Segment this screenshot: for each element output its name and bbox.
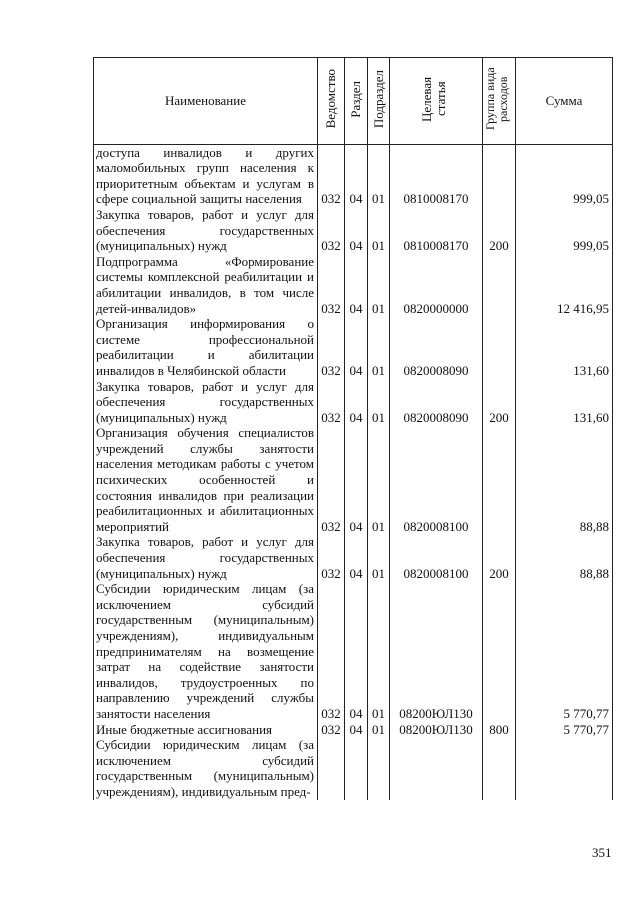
budget-table [93, 57, 613, 800]
table-row [94, 534, 613, 581]
row-summa: 131,60 [516, 316, 613, 378]
row-name: Организация информирования о системе профессиональной реабилитации и абилитации инвалидов в Челябинской области [94, 316, 318, 378]
table-row [94, 207, 613, 254]
row-gruppa [483, 316, 516, 378]
row-summa: 999,05 [516, 207, 613, 254]
row-celevaya: 08200ЮЛ130 [390, 722, 483, 738]
table-row [94, 379, 613, 426]
row-razdel: 04 [345, 581, 368, 721]
row-podrazdel [368, 737, 390, 799]
header-razdel-text: Раздел [348, 80, 363, 118]
row-podrazdel: 01 [368, 722, 390, 738]
row-razdel: 04 [345, 316, 368, 378]
row-ved: 032 [318, 144, 345, 207]
row-name: Закупка товаров, работ и услуг для обеспечения государственных (муниципальных) нужд [94, 379, 318, 426]
row-celevaya: 0820008100 [390, 425, 483, 534]
row-celevaya: 0810008170 [390, 207, 483, 254]
row-gruppa: 200 [483, 207, 516, 254]
row-razdel: 04 [345, 144, 368, 207]
header-ved-text: Ведомство [323, 69, 338, 129]
row-ved: 032 [318, 722, 345, 738]
table-header-row [94, 58, 613, 145]
row-summa: 999,05 [516, 144, 613, 207]
table-row [94, 316, 613, 378]
row-gruppa: 200 [483, 534, 516, 581]
row-name: Субсидии юридическим лицам (за исключением субсидий государственным (муниципальным) учреждениям), индивидуальным предпринимателям на возмещение затрат на содействие занятости инвалидов, трудоустроенных по направлению учреждений службы занятости населения [94, 581, 318, 721]
row-gruppa: 800 [483, 722, 516, 738]
row-summa [516, 737, 613, 799]
table-row [94, 254, 613, 316]
row-ved: 032 [318, 254, 345, 316]
row-summa: 131,60 [516, 379, 613, 426]
row-name: Закупка товаров, работ и услуг для обеспечения государственных (муниципальных) нужд [94, 207, 318, 254]
row-celevaya: 0820008100 [390, 534, 483, 581]
header-razdel [345, 58, 368, 145]
page-number: 351 [592, 845, 612, 860]
row-podrazdel: 01 [368, 144, 390, 207]
row-ved: 032 [318, 379, 345, 426]
row-celevaya [390, 737, 483, 799]
row-name: Иные бюджетные ассигнования [94, 722, 318, 738]
row-gruppa [483, 144, 516, 207]
table-row [94, 425, 613, 534]
table-row [94, 581, 613, 721]
header-name: Наименование [94, 58, 318, 145]
header-celevaya [390, 58, 483, 145]
row-ved: 032 [318, 581, 345, 721]
row-razdel: 04 [345, 207, 368, 254]
row-podrazdel: 01 [368, 316, 390, 378]
table-row [94, 737, 613, 799]
row-ved: 032 [318, 316, 345, 378]
row-ved [318, 737, 345, 799]
row-summa: 88,88 [516, 534, 613, 581]
row-razdel: 04 [345, 534, 368, 581]
row-gruppa [483, 581, 516, 721]
row-celevaya: 08200ЮЛ130 [390, 581, 483, 721]
header-gruppa-text: Группа вида расходов [483, 67, 510, 131]
row-ved: 032 [318, 207, 345, 254]
row-name: доступа инвалидов и других маломобильных групп населения к приоритетным объектам и услугам в сфере социальной защиты населения [94, 144, 318, 207]
row-podrazdel: 01 [368, 534, 390, 581]
row-ved: 032 [318, 425, 345, 534]
row-celevaya: 0820008090 [390, 379, 483, 426]
row-summa: 5 770,77 [516, 722, 613, 738]
row-gruppa [483, 254, 516, 316]
row-gruppa [483, 425, 516, 534]
header-ved [318, 58, 345, 145]
row-podrazdel: 01 [368, 254, 390, 316]
table-row [94, 722, 613, 738]
row-name: Организация обучения специалистов учреждений службы занятости населения методикам работы с учетом психических особенностей и состояния инвалидов при реализации реабилитационных и абилитационных мероприятий [94, 425, 318, 534]
row-celevaya: 0820008090 [390, 316, 483, 378]
row-name: Подпрограмма «Формирование системы комплексной реабилитации и абилитации инвалидов, в том числе детей-инвалидов» [94, 254, 318, 316]
row-summa: 88,88 [516, 425, 613, 534]
row-razdel: 04 [345, 254, 368, 316]
header-celevaya-text: Целевая статья [419, 76, 448, 122]
row-summa: 12 416,95 [516, 254, 613, 316]
row-gruppa: 200 [483, 379, 516, 426]
row-celevaya: 0820000000 [390, 254, 483, 316]
row-ved: 032 [318, 534, 345, 581]
row-podrazdel: 01 [368, 425, 390, 534]
row-summa: 5 770,77 [516, 581, 613, 721]
header-podrazdel [368, 58, 390, 145]
row-razdel [345, 737, 368, 799]
table-row [94, 144, 613, 207]
header-podrazdel-text: Подраздел [370, 69, 386, 129]
row-razdel: 04 [345, 425, 368, 534]
row-gruppa [483, 737, 516, 799]
row-podrazdel: 01 [368, 581, 390, 721]
row-celevaya: 0810008170 [390, 144, 483, 207]
budget-table-wrap [93, 57, 613, 800]
row-name: Субсидии юридическим лицам (за исключением субсидий государственным (муниципальным) учреждениям), индивидуальным пред- [94, 737, 318, 799]
row-razdel: 04 [345, 379, 368, 426]
header-summa: Сумма [516, 58, 613, 145]
row-name: Закупка товаров, работ и услуг для обеспечения государственных (муниципальных) нужд [94, 534, 318, 581]
row-podrazdel: 01 [368, 207, 390, 254]
row-podrazdel: 01 [368, 379, 390, 426]
header-gruppa [483, 58, 516, 145]
row-razdel: 04 [345, 722, 368, 738]
